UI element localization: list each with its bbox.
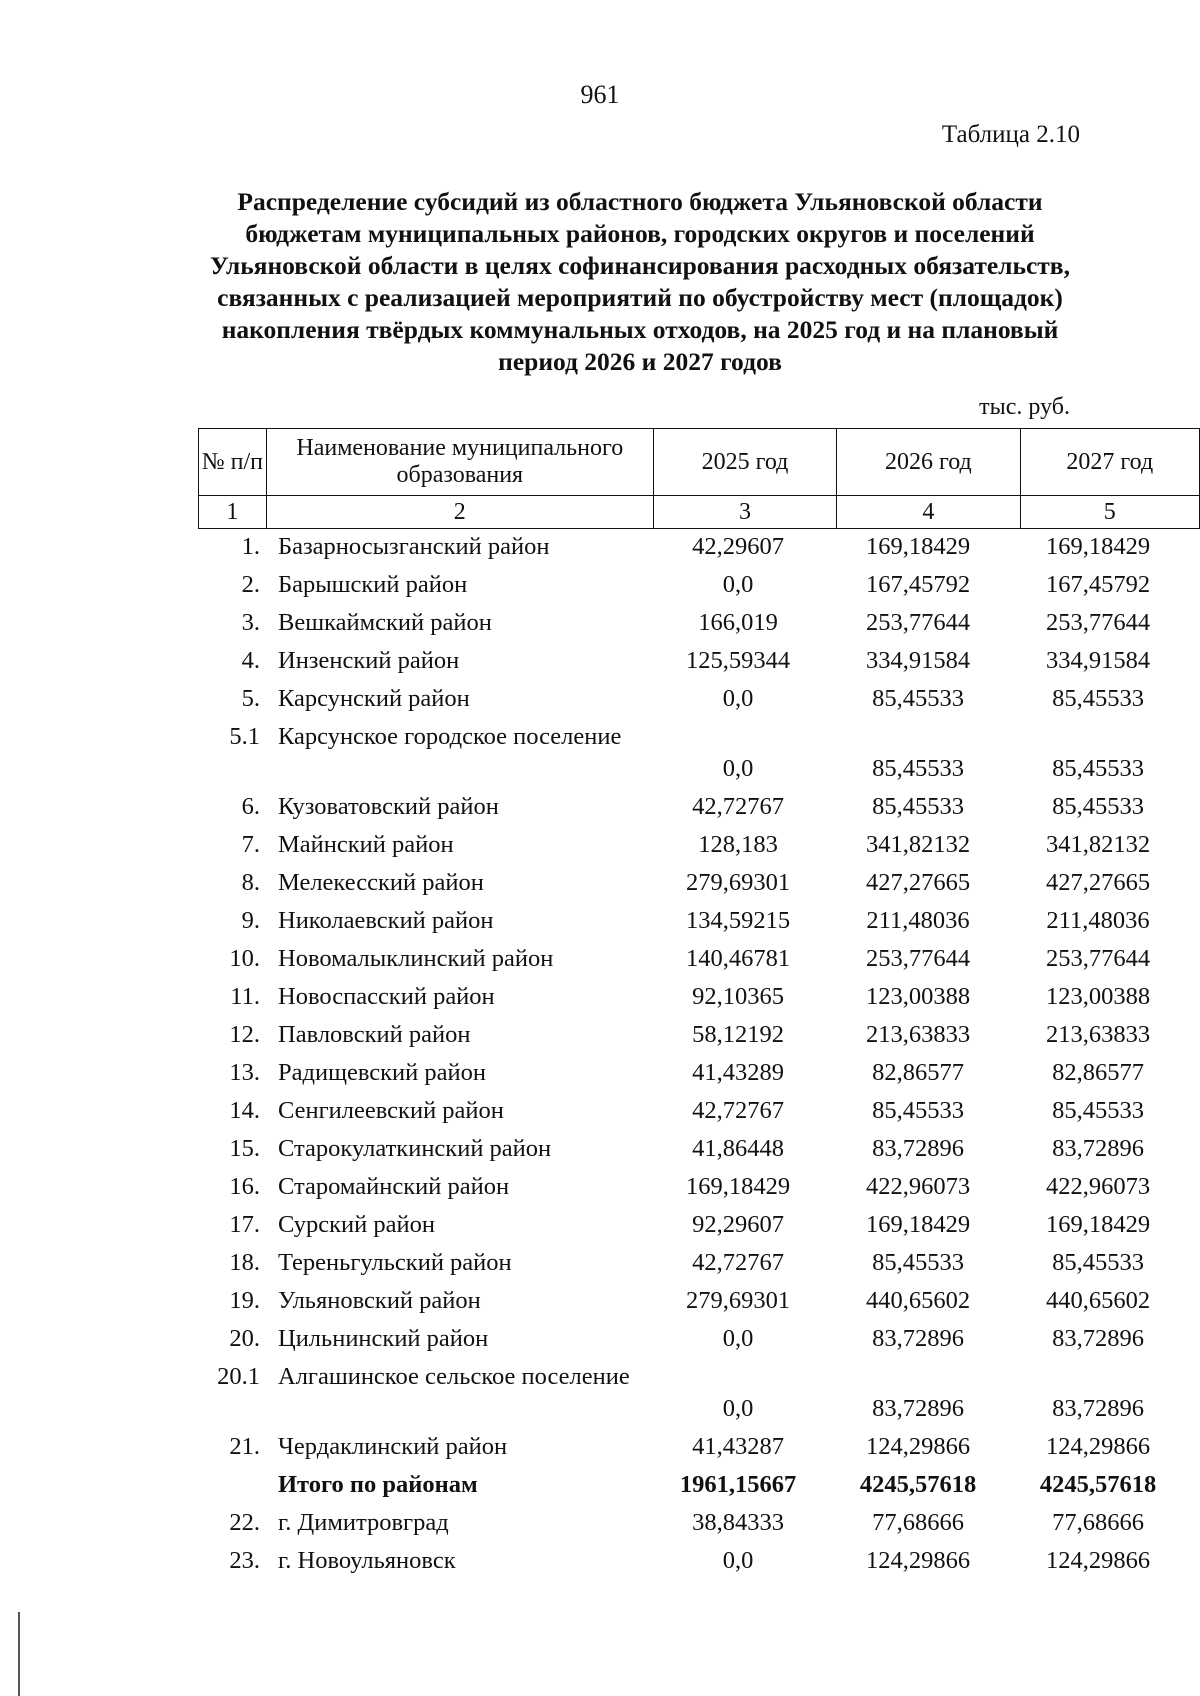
value-2026: 83,72896 (872, 1395, 964, 1422)
table-header (198, 428, 1200, 529)
row-number: 12. (229, 1021, 260, 1048)
value-2027: 85,45533 (1052, 1097, 1144, 1124)
value-2027: 169,18429 (1045, 1211, 1151, 1238)
value-2026: 334,91584 (865, 647, 971, 674)
value-2026: 341,82132 (865, 831, 971, 858)
row-number: 16. (229, 1173, 260, 1200)
row-number: 2. (241, 571, 260, 598)
row-name: Итого по районам (278, 1471, 478, 1498)
value-2026: 422,96073 (865, 1173, 971, 1200)
value-2025: 140,46781 (685, 945, 791, 972)
value-2026: 440,65602 (865, 1287, 971, 1314)
value-2027: 213,63833 (1045, 1021, 1151, 1048)
value-2027: 85,45533 (1052, 755, 1144, 782)
row-name: Тереньгульский район (278, 1249, 512, 1276)
value-2026: 83,72896 (872, 1325, 964, 1352)
table-row (198, 1470, 1198, 1500)
value-2027: 167,45792 (1045, 571, 1151, 598)
row-number: 14. (229, 1097, 260, 1124)
row-number: 1. (241, 533, 260, 560)
value-2027: 341,82132 (1045, 831, 1151, 858)
table-row (198, 722, 1198, 784)
value-2025: 134,59215 (685, 907, 791, 934)
table-body (198, 532, 1198, 1584)
table-row (198, 608, 1198, 638)
row-name: Сурский район (278, 1211, 435, 1238)
row-number: 21. (229, 1433, 260, 1460)
value-2027: 169,18429 (1045, 533, 1151, 560)
row-number: 11. (230, 983, 260, 1010)
value-2026: 124,29866 (865, 1547, 971, 1574)
row-number: 10. (229, 945, 260, 972)
table-row (198, 982, 1198, 1012)
value-2025: 92,29607 (692, 1211, 784, 1238)
row-name: Карсунский район (278, 685, 470, 712)
value-2026: 4245,57618 (859, 1471, 977, 1498)
row-number: 17. (229, 1211, 260, 1238)
value-2027: 82,86577 (1052, 1059, 1144, 1086)
value-2025: 0,0 (722, 1325, 754, 1352)
value-2026: 213,63833 (865, 1021, 971, 1048)
row-name: Цильнинский район (278, 1325, 489, 1352)
table-title: Распределение субсидий из областного бюджета Ульяновской области бюджетам муниципальных районов, городских округов и поселений Ульяновской области в целях софинансирования расходных обязательств, связанных с реализацией мероприятий по обустройству мест (площадок) накопления твёрдых коммунальных отходов, на 2025 год и на плановый период 2026 и 2027 годов (210, 187, 1070, 376)
table-row (198, 1058, 1198, 1088)
value-2026: 85,45533 (872, 793, 964, 820)
value-2027: 124,29866 (1045, 1433, 1151, 1460)
value-2025: 42,72767 (692, 1249, 784, 1276)
margin-line (18, 1612, 20, 1696)
row-number: 15. (229, 1135, 260, 1162)
row-name: Карсунское городское поселение (278, 723, 622, 750)
value-2027: 253,77644 (1045, 945, 1151, 972)
row-number: 4. (241, 647, 260, 674)
value-2026: 211,48036 (866, 907, 970, 934)
col-number-1: 1 (199, 496, 267, 529)
header-2027: 2027 год (1020, 429, 1199, 496)
table-row (198, 1432, 1198, 1462)
row-name: Сенгилеевский район (278, 1097, 504, 1124)
value-2025: 0,0 (722, 571, 754, 598)
table-row (198, 1362, 1198, 1424)
row-number: 23. (229, 1547, 260, 1574)
units-label: тыс. руб. (979, 394, 1070, 420)
table-row (198, 1248, 1198, 1278)
row-number: 3. (241, 609, 260, 636)
row-number: 8. (241, 869, 260, 896)
table-row (198, 830, 1198, 860)
value-2026: 253,77644 (865, 609, 971, 636)
row-number: 7. (241, 831, 260, 858)
value-2026: 427,27665 (865, 869, 971, 896)
value-2025: 41,86448 (692, 1135, 784, 1162)
value-2026: 124,29866 (865, 1433, 971, 1460)
col-number-2: 2 (266, 496, 653, 529)
value-2027: 422,96073 (1045, 1173, 1151, 1200)
table-row (198, 1546, 1198, 1576)
table-row (198, 1286, 1198, 1316)
row-number: 18. (229, 1249, 260, 1276)
row-name: Барышский район (278, 571, 468, 598)
value-2027: 83,72896 (1052, 1325, 1144, 1352)
value-2025: 0,0 (722, 1395, 754, 1422)
value-2025: 279,69301 (685, 869, 791, 896)
row-number: 5.1 (229, 723, 260, 750)
value-2027: 124,29866 (1045, 1547, 1151, 1574)
table-row (198, 1172, 1198, 1202)
value-2025: 42,72767 (692, 1097, 784, 1124)
row-number: 20. (229, 1325, 260, 1352)
table-row (198, 684, 1198, 714)
row-name: г. Димитровград (278, 1509, 449, 1536)
row-name: Новомалыклинский район (278, 945, 554, 972)
row-number: 9. (241, 907, 260, 934)
row-name: Вешкаймский район (278, 609, 492, 636)
value-2026: 77,68666 (872, 1509, 964, 1536)
value-2027: 440,65602 (1045, 1287, 1151, 1314)
value-2025: 38,84333 (692, 1509, 784, 1536)
value-2027: 253,77644 (1045, 609, 1151, 636)
row-name: Базарносызганский район (278, 533, 550, 560)
value-2026: 83,72896 (872, 1135, 964, 1162)
value-2027: 83,72896 (1052, 1395, 1144, 1422)
value-2025: 0,0 (722, 685, 754, 712)
value-2025: 166,019 (698, 609, 778, 636)
table-row (198, 868, 1198, 898)
row-name: Павловский район (278, 1021, 471, 1048)
value-2025: 92,10365 (692, 983, 784, 1010)
row-name: Мелекесский район (278, 869, 484, 896)
row-name: Кузоватовский район (278, 793, 499, 820)
table-row (198, 1324, 1198, 1354)
value-2026: 85,45533 (872, 755, 964, 782)
value-2027: 4245,57618 (1039, 1471, 1157, 1498)
value-2025: 1961,15667 (679, 1471, 797, 1498)
page-number: 961 (580, 80, 620, 109)
value-2025: 0,0 (722, 1547, 754, 1574)
table-row (198, 944, 1198, 974)
value-2026: 123,00388 (865, 983, 971, 1010)
row-number: 13. (229, 1059, 260, 1086)
value-2026: 82,86577 (872, 1059, 964, 1086)
row-number: 22. (229, 1509, 260, 1536)
table-row (198, 570, 1198, 600)
table-row (198, 532, 1198, 562)
value-2026: 85,45533 (872, 1097, 964, 1124)
table-row (198, 1508, 1198, 1538)
value-2025: 128,183 (698, 831, 778, 858)
table-row (198, 1134, 1198, 1164)
row-name: Майнский район (278, 831, 454, 858)
header-2026: 2026 год (837, 429, 1020, 496)
table-label: Таблица 2.10 (941, 121, 1080, 148)
row-name: г. Новоульяновск (278, 1547, 456, 1574)
table-row (198, 646, 1198, 676)
value-2025: 41,43289 (692, 1059, 784, 1086)
row-name: Николаевский район (278, 907, 494, 934)
value-2027: 85,45533 (1052, 1249, 1144, 1276)
table-row (198, 1096, 1198, 1126)
col-number-4: 4 (837, 496, 1020, 529)
row-number: 20.1 (217, 1363, 260, 1390)
value-2027: 211,48036 (1046, 907, 1150, 934)
row-name: Алгашинское сельское поселение (278, 1363, 630, 1390)
table-row (198, 1020, 1198, 1050)
row-name: Чердаклинский район (278, 1433, 508, 1460)
row-number: 6. (241, 793, 260, 820)
row-name: Инзенский район (278, 647, 460, 674)
table-row (198, 792, 1198, 822)
col-number-5: 5 (1020, 496, 1199, 529)
value-2026: 85,45533 (872, 1249, 964, 1276)
col-number-3: 3 (653, 496, 836, 529)
value-2025: 58,12192 (692, 1021, 784, 1048)
header-2025: 2025 год (653, 429, 836, 496)
header-num: № п/п (199, 429, 267, 496)
value-2027: 85,45533 (1052, 793, 1144, 820)
row-name: Новоспасский район (278, 983, 495, 1010)
value-2025: 0,0 (722, 755, 754, 782)
row-number: 5. (241, 685, 260, 712)
value-2025: 42,72767 (692, 793, 784, 820)
value-2026: 253,77644 (865, 945, 971, 972)
value-2027: 83,72896 (1052, 1135, 1144, 1162)
value-2026: 167,45792 (865, 571, 971, 598)
table-row (198, 906, 1198, 936)
table-row (198, 1210, 1198, 1240)
value-2027: 427,27665 (1045, 869, 1151, 896)
row-number: 19. (229, 1287, 260, 1314)
row-name: Старокулаткинский район (278, 1135, 552, 1162)
value-2025: 42,29607 (692, 533, 784, 560)
value-2025: 125,59344 (685, 647, 791, 674)
value-2027: 77,68666 (1052, 1509, 1144, 1536)
value-2026: 85,45533 (872, 685, 964, 712)
value-2025: 41,43287 (692, 1433, 784, 1460)
header-name: Наименование муниципального образования (266, 429, 653, 496)
row-name: Радищевский район (278, 1059, 486, 1086)
value-2027: 334,91584 (1045, 647, 1151, 674)
value-2025: 169,18429 (685, 1173, 791, 1200)
value-2026: 169,18429 (865, 533, 971, 560)
row-name: Старомайнский район (278, 1173, 510, 1200)
value-2026: 169,18429 (865, 1211, 971, 1238)
value-2025: 279,69301 (685, 1287, 791, 1314)
row-name: Ульяновский район (278, 1287, 481, 1314)
value-2027: 85,45533 (1052, 685, 1144, 712)
value-2027: 123,00388 (1045, 983, 1151, 1010)
